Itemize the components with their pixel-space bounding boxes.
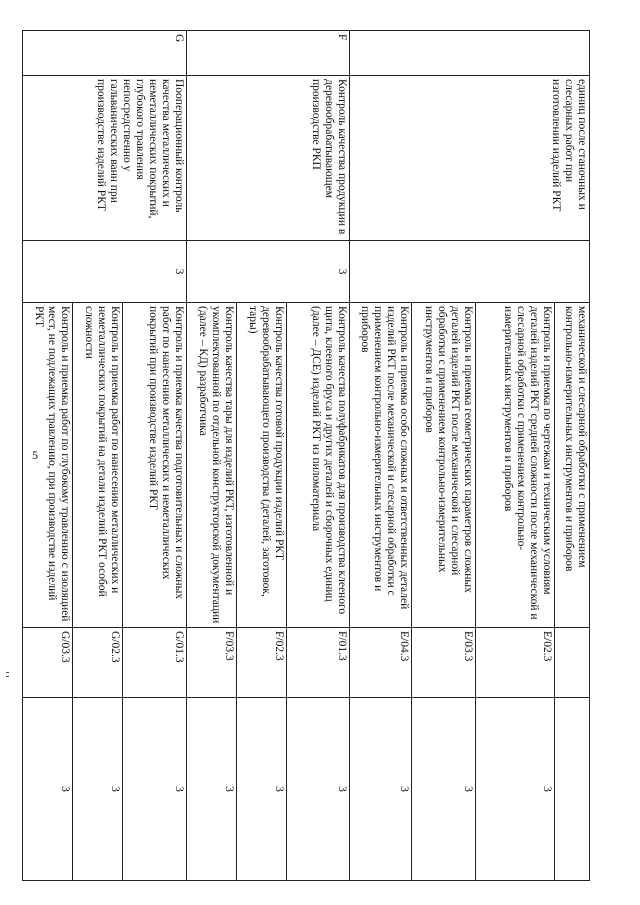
labor-function: механической и слесарной обработки с применением контрольно-измерительных инструментов и приборов [555, 303, 590, 628]
functions-table [22, 30, 590, 881]
labor-function: Контроль качества тары для изделий РКТ, изготовленной и укомплектованной по отдельной конструкторской документации (далее – КД) разработчика [187, 303, 237, 628]
sublevel: 3 [476, 698, 555, 881]
sublevel: 3 [237, 698, 287, 881]
sublevel: 3 [73, 698, 123, 881]
letter-cell: G [23, 31, 187, 76]
sublevel: 3 [23, 698, 73, 881]
generalized-function-title: Пооперационный контроль качества металлических и неметаллических покрытий, глубокого травления непосредственно у гальванических ванн при производстве изделий РКТ [23, 76, 187, 241]
sublevel: 3 [287, 698, 350, 881]
qualification-level: 3 [23, 241, 187, 303]
sublevel [555, 698, 590, 881]
labor-function: Контроль качества готовой продукции изделий РКТ деревообрабатывающего производства (деталей, заготовок, тары) [237, 303, 287, 628]
labor-function: Контроль качества полуфабрикатов для производства клееного щита, клееного бруса и других деталей и сборочных единиц (далее – ДСЕ) изделий РКТ из пиломатериала [287, 303, 350, 628]
labor-function: Контроль и приемка работ по глубокому травлению с изоляцией мест, не подлежащих травлению, при производстве изделий РКТ [23, 303, 73, 628]
labor-function: Контроль и приемка работ по нанесению металлических и неметаллических покрытий на детали изделий РКТ особой сложности [73, 303, 123, 628]
qualification-level: 3 [187, 241, 350, 303]
labor-function: Контроль и приемка геометрических параметров сложных деталей изделий РКТ после механической и слесарной обработки с применением контрольно-измерительных инструментов и приборов [412, 303, 476, 628]
generalized-function-title: единиц после станочных и слесарных работ при изготовлении изделий РКТ [350, 76, 590, 241]
function-code: E/04.3 [350, 628, 412, 698]
scan-mark [6, 672, 9, 673]
sublevel: 3 [350, 698, 412, 881]
function-code [555, 628, 590, 698]
scan-mark [6, 676, 9, 677]
sublevel: 3 [187, 698, 237, 881]
rotated-content [33, 30, 590, 880]
generalized-function-title: Контроль качества продукции в деревообрабатывающем производстве РКП [187, 76, 350, 241]
function-code: E/03.3 [412, 628, 476, 698]
function-code: G/01.3 [123, 628, 187, 698]
function-code: F/03.3 [187, 628, 237, 698]
sublevel: 3 [123, 698, 187, 881]
table-row [287, 31, 350, 881]
function-code: F/02.3 [237, 628, 287, 698]
function-code: E/02.3 [476, 628, 555, 698]
table-row [555, 31, 590, 881]
labor-function: Контроль и приемка по чертежам и техническим условиям деталей изделий РКТ средней сложности после механической и слесарной обработки с применением контрольно-измерительных инструментов и приборов [476, 303, 555, 628]
qualification-level [350, 241, 590, 303]
labor-function: Контроль и приемка качества подготовительных и сложных работ по нанесению металлических и неметаллических покрытий при производстве изделий РКТ [123, 303, 187, 628]
letter-cell [350, 31, 590, 76]
letter-cell: F [187, 31, 350, 76]
labor-function: Контроль и приемка особо сложных и ответственных деталей изделий РКТ после механической и слесарной обработки с применением контрольно-измерительных инструментов и приборов [350, 303, 412, 628]
function-code: F/01.3 [287, 628, 350, 698]
page-number: 5 [32, 448, 38, 462]
function-code: G/03.3 [23, 628, 73, 698]
sublevel: 3 [412, 698, 476, 881]
table-row [123, 31, 187, 881]
function-code: G/02.3 [73, 628, 123, 698]
